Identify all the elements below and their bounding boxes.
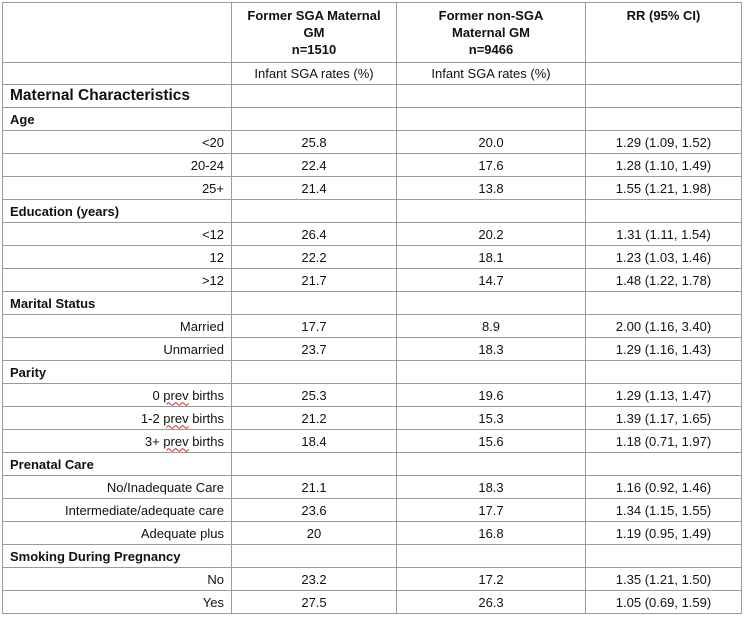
- rr-cell: 1.34 (1.15, 1.55): [586, 499, 742, 522]
- section-empty-cell: [586, 292, 742, 315]
- nonsga-rate-cell: 17.2: [397, 568, 586, 591]
- row-label-misspelled-word: prev: [163, 433, 189, 449]
- row-label-suffix: births: [188, 433, 224, 449]
- sga-rate-cell: 21.7: [232, 269, 397, 292]
- nonsga-rate-cell: 13.8: [397, 177, 586, 200]
- row-label-prefix: 3+: [144, 433, 164, 449]
- rr-cell: 1.35 (1.21, 1.50): [586, 568, 742, 591]
- nonsga-rate-cell: 8.9: [397, 315, 586, 338]
- subheader-empty-cell: [3, 63, 232, 85]
- rr-cell: 1.19 (0.95, 1.49): [586, 522, 742, 545]
- sga-rate-cell: 25.3: [232, 384, 397, 407]
- section-empty-cell: [232, 453, 397, 476]
- rr-cell: 1.16 (0.92, 1.46): [586, 476, 742, 499]
- subheader-nonsga-rates: Infant SGA rates (%): [397, 63, 586, 85]
- table-row: [3, 476, 742, 499]
- header-former-sga: [232, 3, 397, 63]
- section-empty-cell: [232, 292, 397, 315]
- rr-cell: 1.48 (1.22, 1.78): [586, 269, 742, 292]
- sga-rate-cell: 22.2: [232, 246, 397, 269]
- table-row: [3, 315, 742, 338]
- sga-rate-cell: 23.2: [232, 568, 397, 591]
- row-label-prefix: 1-2: [140, 410, 164, 426]
- nonsga-rate-cell: 26.3: [397, 591, 586, 614]
- section-empty-cell: [397, 453, 586, 476]
- section-empty-cell: [397, 361, 586, 384]
- nonsga-rate-cell: 14.7: [397, 269, 586, 292]
- row-label-suffix: births: [188, 410, 224, 426]
- section-empty-cell: [397, 85, 586, 108]
- subheader-rr-empty: [586, 63, 742, 85]
- row-label: Yes: [3, 591, 232, 614]
- nonsga-rate-cell: 15.6: [397, 430, 586, 453]
- rr-cell: 1.18 (0.71, 1.97): [586, 430, 742, 453]
- section-header-row: [3, 85, 742, 108]
- section-empty-cell: [586, 361, 742, 384]
- header-former-nonsga-line2: Maternal GM: [451, 25, 530, 40]
- nonsga-rate-cell: 17.6: [397, 154, 586, 177]
- rr-cell: 1.31 (1.11, 1.54): [586, 223, 742, 246]
- table-row: [3, 430, 742, 453]
- sga-rate-cell: 22.4: [232, 154, 397, 177]
- sga-rate-cell: 18.4: [232, 430, 397, 453]
- table-row: [3, 591, 742, 614]
- rr-cell: 1.29 (1.09, 1.52): [586, 131, 742, 154]
- section-header-row: [3, 108, 742, 131]
- section-title: Age: [3, 108, 232, 131]
- rr-cell: 1.28 (1.10, 1.49): [586, 154, 742, 177]
- section-header-row: [3, 200, 742, 223]
- row-label: Adequate plus: [3, 522, 232, 545]
- row-label-prefix: 0: [152, 387, 164, 403]
- header-former-nonsga: [397, 3, 586, 63]
- nonsga-rate-cell: 17.7: [397, 499, 586, 522]
- section-empty-cell: [232, 108, 397, 131]
- rr-cell: 1.55 (1.21, 1.98): [586, 177, 742, 200]
- row-label: 20-24: [3, 154, 232, 177]
- nonsga-rate-cell: 20.0: [397, 131, 586, 154]
- nonsga-rate-cell: 16.8: [397, 522, 586, 545]
- row-label: No/Inadequate Care: [3, 476, 232, 499]
- section-title: Parity: [3, 361, 232, 384]
- sga-rate-cell: 21.4: [232, 177, 397, 200]
- header-row: [3, 3, 742, 63]
- sga-rate-cell: 21.2: [232, 407, 397, 430]
- header-empty-cell: [3, 3, 232, 63]
- subheader-sga-rates: Infant SGA rates (%): [232, 63, 397, 85]
- table-row: [3, 246, 742, 269]
- sga-rate-cell: 21.1: [232, 476, 397, 499]
- table-row: [3, 338, 742, 361]
- table-row: [3, 384, 742, 407]
- sga-rate-cell: 23.7: [232, 338, 397, 361]
- rr-cell: 1.29 (1.13, 1.47): [586, 384, 742, 407]
- sga-rate-cell: 20: [232, 522, 397, 545]
- rr-cell: 1.23 (1.03, 1.46): [586, 246, 742, 269]
- row-label-misspelled-word: prev: [163, 387, 189, 403]
- subheader-row: [3, 63, 742, 85]
- section-header-row: [3, 361, 742, 384]
- row-label: [3, 430, 232, 453]
- table-row: [3, 223, 742, 246]
- table-row: [3, 154, 742, 177]
- row-label: 25+: [3, 177, 232, 200]
- section-empty-cell: [586, 200, 742, 223]
- section-empty-cell: [397, 545, 586, 568]
- nonsga-rate-cell: 18.3: [397, 338, 586, 361]
- sga-rate-cell: 26.4: [232, 223, 397, 246]
- row-label: >12: [3, 269, 232, 292]
- sga-rate-cell: 25.8: [232, 131, 397, 154]
- header-former-sga-line1: Former SGA Maternal: [247, 8, 381, 23]
- table-row: [3, 407, 742, 430]
- row-label-misspelled-word: prev: [163, 410, 189, 426]
- section-empty-cell: [397, 200, 586, 223]
- row-label: No: [3, 568, 232, 591]
- table-row: [3, 522, 742, 545]
- row-label: Intermediate/adequate care: [3, 499, 232, 522]
- row-label: <20: [3, 131, 232, 154]
- rr-cell: 1.39 (1.17, 1.65): [586, 407, 742, 430]
- section-title: Education (years): [3, 200, 232, 223]
- nonsga-rate-cell: 18.3: [397, 476, 586, 499]
- section-empty-cell: [586, 453, 742, 476]
- section-title: Smoking During Pregnancy: [3, 545, 232, 568]
- section-empty-cell: [232, 200, 397, 223]
- sga-rate-cell: 23.6: [232, 499, 397, 522]
- table-row: [3, 269, 742, 292]
- sga-rates-table: [2, 2, 742, 614]
- rr-cell: 2.00 (1.16, 3.40): [586, 315, 742, 338]
- section-title: Marital Status: [3, 292, 232, 315]
- row-label: 12: [3, 246, 232, 269]
- sga-rate-cell: 17.7: [232, 315, 397, 338]
- section-empty-cell: [586, 108, 742, 131]
- section-empty-cell: [397, 108, 586, 131]
- row-label: [3, 384, 232, 407]
- row-label-suffix: births: [188, 387, 224, 403]
- section-header-row: [3, 545, 742, 568]
- nonsga-rate-cell: 19.6: [397, 384, 586, 407]
- rr-cell: 1.29 (1.16, 1.43): [586, 338, 742, 361]
- header-former-nonsga-line1: Former non-SGA: [438, 8, 544, 23]
- header-former-nonsga-line3: n=9466: [468, 42, 514, 57]
- section-empty-cell: [232, 545, 397, 568]
- nonsga-rate-cell: 15.3: [397, 407, 586, 430]
- row-label: [3, 407, 232, 430]
- table-row: [3, 499, 742, 522]
- section-header-row: [3, 292, 742, 315]
- sga-rate-cell: 27.5: [232, 591, 397, 614]
- section-title: Maternal Characteristics: [3, 85, 232, 108]
- nonsga-rate-cell: 18.1: [397, 246, 586, 269]
- section-empty-cell: [586, 85, 742, 108]
- rr-cell: 1.05 (0.69, 1.59): [586, 591, 742, 614]
- section-header-row: [3, 453, 742, 476]
- section-empty-cell: [232, 361, 397, 384]
- row-label: Unmarried: [3, 338, 232, 361]
- row-label: <12: [3, 223, 232, 246]
- table-row: [3, 177, 742, 200]
- header-rr: [586, 3, 742, 63]
- section-title: Prenatal Care: [3, 453, 232, 476]
- header-rr-label: RR (95% CI): [626, 8, 701, 23]
- section-empty-cell: [586, 545, 742, 568]
- table-row: [3, 568, 742, 591]
- table-row: [3, 131, 742, 154]
- nonsga-rate-cell: 20.2: [397, 223, 586, 246]
- section-empty-cell: [397, 292, 586, 315]
- header-former-sga-line3: n=1510: [291, 42, 337, 57]
- row-label: Married: [3, 315, 232, 338]
- section-empty-cell: [232, 85, 397, 108]
- header-former-sga-line2: GM: [303, 25, 325, 40]
